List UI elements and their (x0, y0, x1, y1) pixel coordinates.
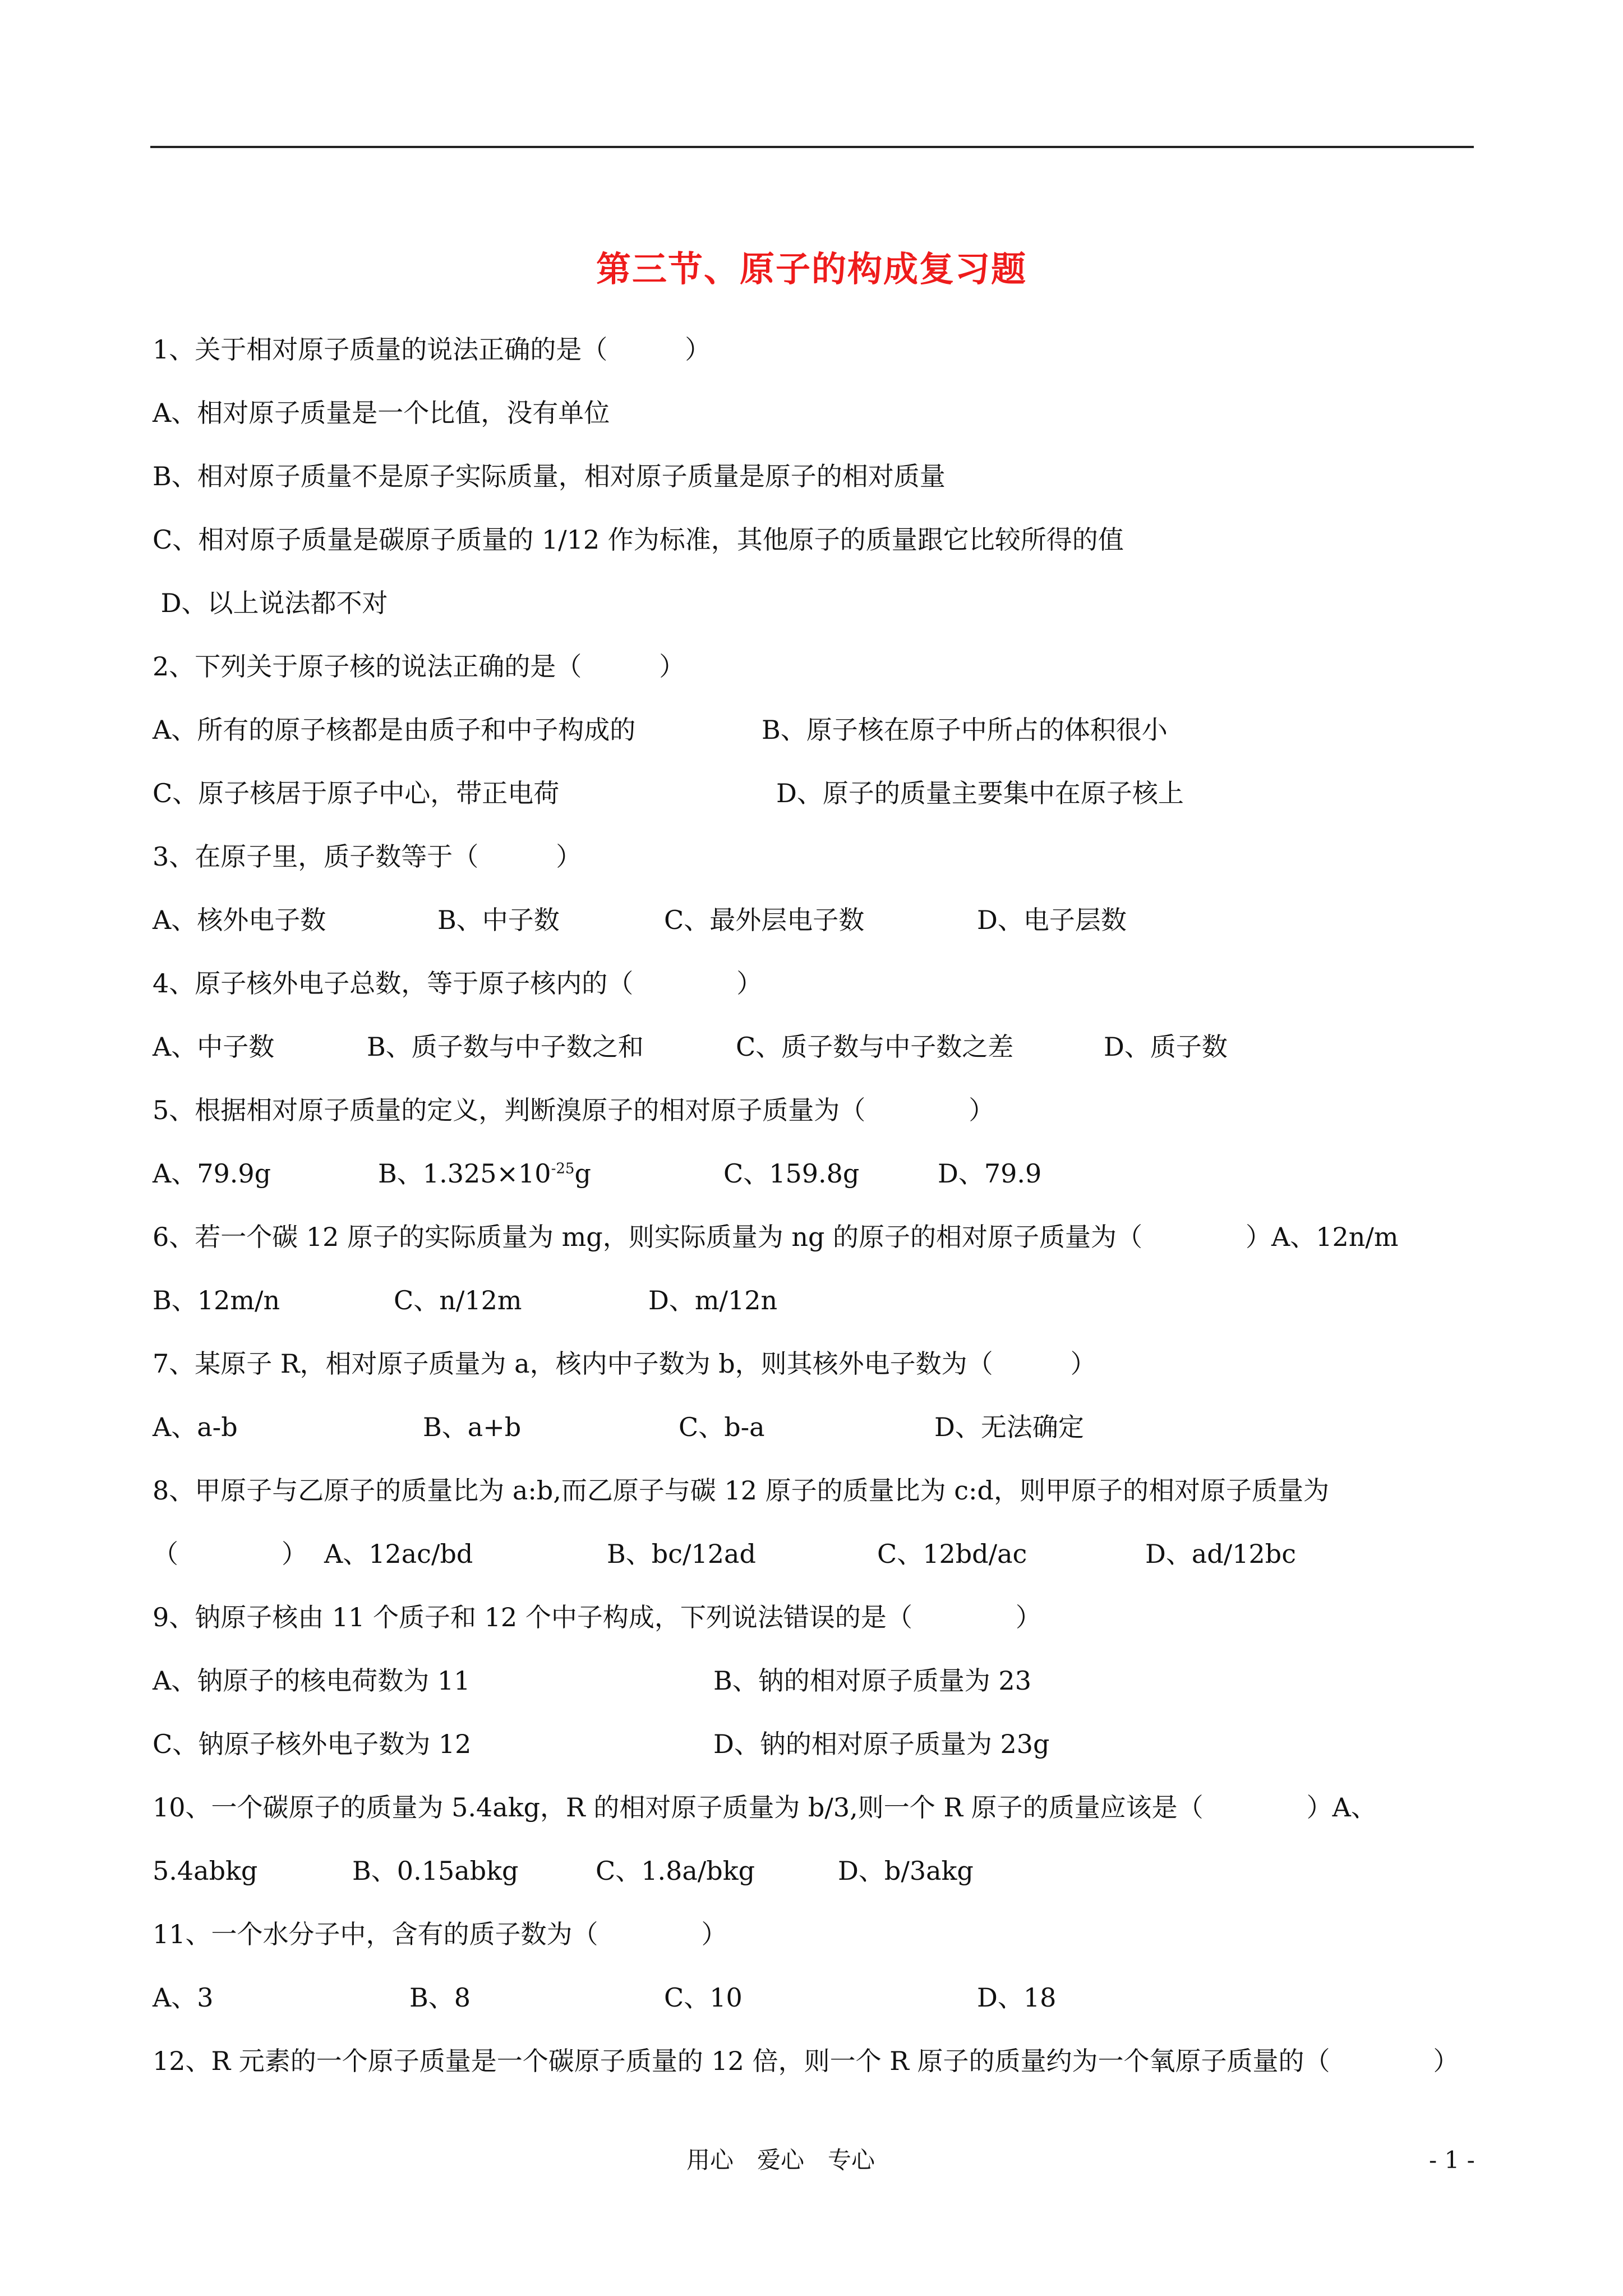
question-9-option-d: D、钠的相对原子质量为 23g (713, 1729, 1050, 1759)
question-2-option-a: A、所有的原子核都是由质子和中子构成的 (153, 715, 636, 745)
header-rule (150, 146, 1474, 148)
question-8-option-d: D、ad/12bc (1145, 1539, 1296, 1569)
question-8-option-b: B、bc/12ad (607, 1539, 756, 1569)
question-11-option-b: B、8 (409, 1982, 471, 2013)
question-5-option-b (378, 1158, 591, 1189)
question-11-stem: 11、一个水分子中，含有的质子数为（ ） (153, 1919, 727, 1949)
question-5-option-b-unit: g (574, 1158, 591, 1189)
question-10-stem: 10、一个碳原子的质量为 5.4akg，R 的相对原子质量为 b/3,则一个 R 原子的质量应该是（ ）A、 (153, 1792, 1377, 1823)
page-title: 第三节、原子的构成复习题 (596, 249, 1027, 289)
question-2-option-c: C、原子核居于原子中心，带正电荷 (153, 778, 560, 808)
question-6-option-d: D、m/12n (648, 1285, 778, 1315)
question-1-stem: 1、关于相对原子质量的说法正确的是（ ） (153, 334, 711, 365)
question-4-option-d: D、质子数 (1104, 1032, 1228, 1062)
question-3-option-a: A、核外电子数 (153, 905, 326, 935)
question-3-option-c: C、最外层电子数 (664, 905, 865, 935)
question-10-option-a-value: 5.4abkg (153, 1856, 258, 1886)
question-10-option-b: B、0.15abkg (352, 1856, 519, 1886)
question-7-stem: 7、某原子 R，相对原子质量为 a，核内中子数为 b，则其核外电子数为（ ） (153, 1349, 1096, 1379)
question-5-option-d: D、79.9 (938, 1158, 1042, 1189)
question-5-option-b-base: B、1.325×10 (378, 1158, 551, 1189)
question-2-stem: 2、下列关于原子核的说法正确的是（ ） (153, 651, 685, 682)
question-4-stem: 4、原子核外电子总数，等于原子核内的（ ） (153, 968, 763, 999)
question-12-stem: 12、R 元素的一个原子质量是一个碳原子质量的 12 倍，则一个 R 原子的质量约为一个氧原子质量的（ ） (153, 2046, 1459, 2076)
question-2-option-d: D、原子的质量主要集中在原子核上 (776, 778, 1184, 808)
question-8-blank: （ ） (153, 1539, 307, 1569)
question-3-stem: 3、在原子里，质子数等于（ ） (153, 841, 582, 872)
question-1-option-a: A、相对原子质量是一个比值，没有单位 (153, 398, 610, 428)
question-5-option-a: A、79.9g (153, 1158, 271, 1189)
question-3-option-b: B、中子数 (437, 905, 560, 935)
question-7-option-b: B、a+b (423, 1412, 522, 1442)
question-7-option-d: D、无法确定 (934, 1412, 1084, 1442)
question-7-option-c: C、b-a (679, 1412, 765, 1442)
question-1-option-c: C、相对原子质量是碳原子质量的 1/12 作为标准，其他原子的质量跟它比较所得的值 (153, 524, 1124, 555)
question-11-option-d: D、18 (977, 1982, 1057, 2013)
question-10-option-d: D、b/3akg (838, 1856, 974, 1886)
question-11-option-a: A、3 (153, 1982, 214, 2013)
question-6-option-c: C、n/12m (394, 1285, 522, 1315)
question-9-stem: 9、钠原子核由 11 个质子和 12 个中子构成，下列说法错误的是（ ） (153, 1602, 1041, 1632)
question-4-option-b: B、质子数与中子数之和 (367, 1032, 644, 1062)
question-5-stem: 5、根据相对原子质量的定义，判断溴原子的相对原子质量为（ ） (153, 1095, 995, 1125)
question-6-stem: 6、若一个碳 12 原子的实际质量为 mg，则实际质量为 ng 的原子的相对原子质量为（ ）A、12n/m (153, 1222, 1399, 1252)
question-6-option-b: B、12m/n (153, 1285, 280, 1315)
question-8-stem: 8、甲原子与乙原子的质量比为 a:b,而乙原子与碳 12 原子的质量比为 c:d，则甲原子的相对原子质量为 (153, 1475, 1329, 1506)
page-number: - 1 - (1429, 2146, 1475, 2174)
question-4-option-a: A、中子数 (153, 1032, 275, 1062)
question-9-option-a: A、钠原子的核电荷数为 11 (153, 1665, 471, 1696)
question-9-option-b: B、钠的相对原子质量为 23 (713, 1665, 1031, 1696)
question-2-option-b: B、原子核在原子中所占的体积很小 (762, 715, 1168, 745)
question-1-option-b: B、相对原子质量不是原子实际质量，相对原子质量是原子的相对质量 (153, 461, 946, 491)
question-5-option-c: C、159.8g (723, 1158, 860, 1189)
question-11-option-c: C、10 (664, 1982, 743, 2013)
question-3-option-d: D、电子层数 (977, 905, 1127, 935)
question-7-option-a: A、a-b (153, 1412, 238, 1442)
question-8-option-a: A、12ac/bd (324, 1539, 473, 1569)
footer-motto: 用心 爱心 专心 (686, 2146, 875, 2174)
question-10-option-c: C、1.8a/bkg (596, 1856, 755, 1886)
question-5-option-b-exponent: -25 (551, 1160, 575, 1177)
question-1-option-d: D、以上说法都不对 (153, 588, 388, 618)
question-4-option-c: C、质子数与中子数之差 (736, 1032, 1014, 1062)
question-9-option-c: C、钠原子核外电子数为 12 (153, 1729, 472, 1759)
question-8-option-c: C、12bd/ac (877, 1539, 1027, 1569)
